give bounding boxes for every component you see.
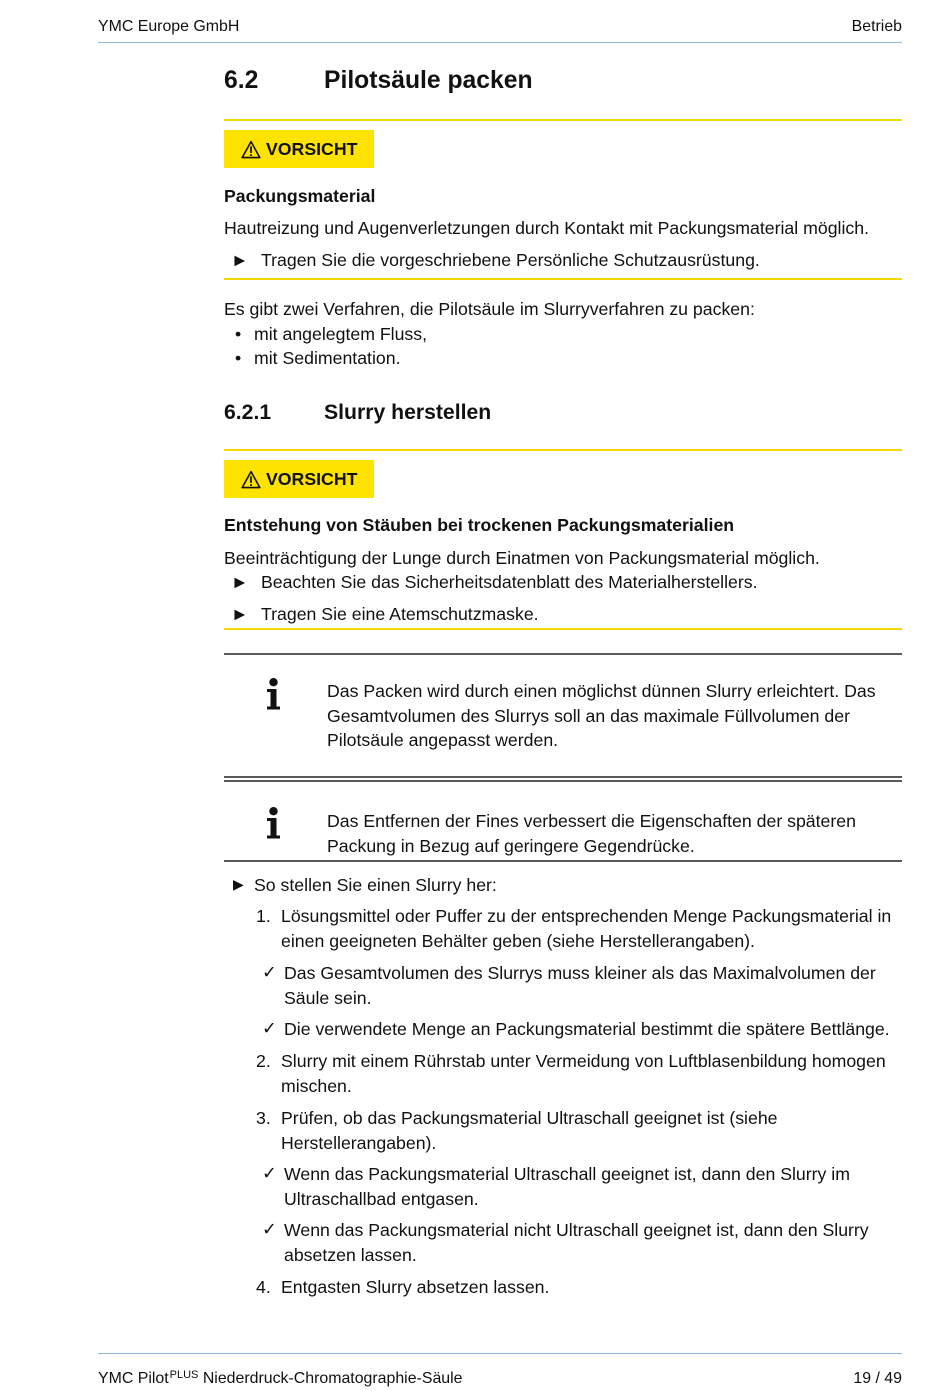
warning-bottom-rule bbox=[224, 278, 902, 280]
step-result-line: Wenn das Packungsmaterial Ultraschall geeignet ist, dann den Slurry im bbox=[284, 1164, 850, 1184]
check-icon: ✓ bbox=[262, 963, 277, 983]
step-text bbox=[281, 1275, 549, 1300]
step-text bbox=[281, 1106, 778, 1155]
step-number: 1. bbox=[256, 906, 271, 926]
step-result-line: Wenn das Packungsmaterial nicht Ultraschall geeignet ist, dann den Slurry bbox=[284, 1220, 869, 1240]
note-text-line: Pilotsäule angepasst werden. bbox=[327, 730, 559, 751]
note-text-line: Gesamtvolumen des Slurrys soll an das maximale Füllvolumen der bbox=[327, 705, 850, 726]
section-title: Pilotsäule packen bbox=[324, 67, 533, 94]
action-arrow-icon: ► bbox=[231, 250, 249, 270]
step-number: 4. bbox=[256, 1277, 271, 1297]
note-separator-rule bbox=[224, 776, 902, 778]
warning-triangle-icon bbox=[241, 140, 261, 159]
step-number: 2. bbox=[256, 1051, 271, 1071]
warning-bottom-rule bbox=[224, 628, 902, 630]
warning-badge bbox=[224, 130, 374, 168]
step-text bbox=[281, 1049, 886, 1098]
step-text-line: Lösungsmittel oder Puffer zu der entsprechenden Menge Packungsmaterial in bbox=[281, 906, 892, 926]
step-text-line: Prüfen, ob das Packungsmaterial Ultraschall geeignet ist (siehe bbox=[281, 1108, 778, 1128]
note-text-line: Das Entfernen der Fines verbessert die Eigenschaften der späteren bbox=[327, 811, 856, 831]
footer-product bbox=[98, 1369, 463, 1389]
step-result bbox=[284, 1218, 869, 1267]
warning-signal-word: VORSICHT bbox=[266, 138, 358, 159]
note-separator-rule bbox=[224, 780, 902, 782]
info-icon bbox=[265, 678, 282, 710]
warning-top-rule bbox=[224, 119, 902, 121]
note-text-line: Das Packen wird durch einen möglichst dünnen Slurry erleichtert. Das bbox=[327, 681, 876, 701]
step-text-line: Slurry mit einem Rührstab unter Vermeidung von Luftblasenbildung homogen bbox=[281, 1051, 886, 1071]
note-text-line: Packung in Bezug auf geringere Gegendrücke. bbox=[327, 835, 695, 856]
step-result-line: Ultraschallbad entgasen. bbox=[284, 1188, 479, 1209]
header-chapter: Betrieb bbox=[851, 18, 902, 35]
intro-list-item: mit Sedimentation. bbox=[254, 348, 401, 368]
footer-product-name: YMC Pilot bbox=[98, 1370, 169, 1387]
warning-hazard: Packungsmaterial bbox=[224, 186, 376, 206]
warning-badge bbox=[224, 460, 374, 498]
warning-measure: Beachten Sie das Sicherheitsdatenblatt des Materialherstellers. bbox=[261, 572, 758, 592]
footer-product-description: Niederdruck-Chromatographie-Säule bbox=[202, 1370, 463, 1387]
procedure-heading: So stellen Sie einen Slurry her: bbox=[254, 875, 497, 895]
warning-signal-word: VORSICHT bbox=[266, 468, 358, 489]
bullet-icon: • bbox=[235, 324, 242, 344]
bullet-icon: • bbox=[235, 348, 242, 368]
warning-measure: Tragen Sie die vorgeschriebene Persönliche Schutzausrüstung. bbox=[261, 250, 760, 270]
step-number: 3. bbox=[256, 1108, 271, 1128]
section-number: 6.2 bbox=[224, 67, 259, 94]
header-company: YMC Europe GmbH bbox=[98, 18, 240, 35]
step-result-line: absetzen lassen. bbox=[284, 1244, 417, 1265]
warning-measure: Tragen Sie eine Atemschutzmaske. bbox=[261, 604, 539, 624]
note-text bbox=[327, 809, 856, 858]
check-icon: ✓ bbox=[262, 1164, 277, 1184]
step-result bbox=[284, 1017, 890, 1042]
warning-triangle-icon bbox=[241, 470, 261, 489]
step-text-line: Herstellerangaben). bbox=[281, 1132, 437, 1153]
intro-list-item: mit angelegtem Fluss, bbox=[254, 324, 428, 344]
step-text-line: mischen. bbox=[281, 1075, 352, 1096]
step-result bbox=[284, 961, 876, 1010]
step-result bbox=[284, 1162, 850, 1211]
step-text-line: Entgasten Slurry absetzen lassen. bbox=[281, 1277, 550, 1297]
footer-product-superscript: PLUS bbox=[169, 1369, 199, 1381]
warning-top-rule bbox=[224, 449, 902, 451]
note-top-rule bbox=[224, 653, 902, 655]
note-bottom-rule bbox=[224, 860, 902, 862]
action-arrow-icon: ► bbox=[231, 572, 249, 592]
step-result-line: Das Gesamtvolumen des Slurrys muss kleiner als das Maximalvolumen der bbox=[284, 963, 876, 983]
action-arrow-icon: ► bbox=[231, 604, 249, 624]
step-text-line: einen geeigneten Behälter geben (siehe Herstellerangaben). bbox=[281, 930, 755, 951]
subsection-title: Slurry herstellen bbox=[324, 401, 492, 424]
footer-rule bbox=[98, 1353, 902, 1354]
note-text bbox=[327, 679, 876, 753]
warning-hazard: Entstehung von Stäuben bei trockenen Packungsmaterialien bbox=[224, 515, 735, 535]
page-number: 19 / 49 bbox=[853, 1370, 902, 1387]
instruction-arrow-icon: ▶ bbox=[233, 877, 244, 893]
check-icon: ✓ bbox=[262, 1019, 277, 1039]
step-text bbox=[281, 904, 891, 953]
step-result-line: Säule sein. bbox=[284, 987, 372, 1008]
step-result-line: Die verwendete Menge an Packungsmaterial bestimmt die spätere Bettlänge. bbox=[284, 1019, 890, 1039]
warning-consequence: Beeinträchtigung der Lunge durch Einatmen von Packungsmaterial möglich. bbox=[224, 548, 820, 568]
subsection-number: 6.2.1 bbox=[224, 401, 272, 424]
info-icon bbox=[265, 807, 282, 839]
check-icon: ✓ bbox=[262, 1220, 277, 1240]
header-rule bbox=[98, 42, 902, 43]
warning-consequence: Hautreizung und Augenverletzungen durch Kontakt mit Packungsmaterial möglich. bbox=[224, 218, 869, 238]
intro-text: Es gibt zwei Verfahren, die Pilotsäule im Slurryverfahren zu packen: bbox=[224, 299, 755, 319]
